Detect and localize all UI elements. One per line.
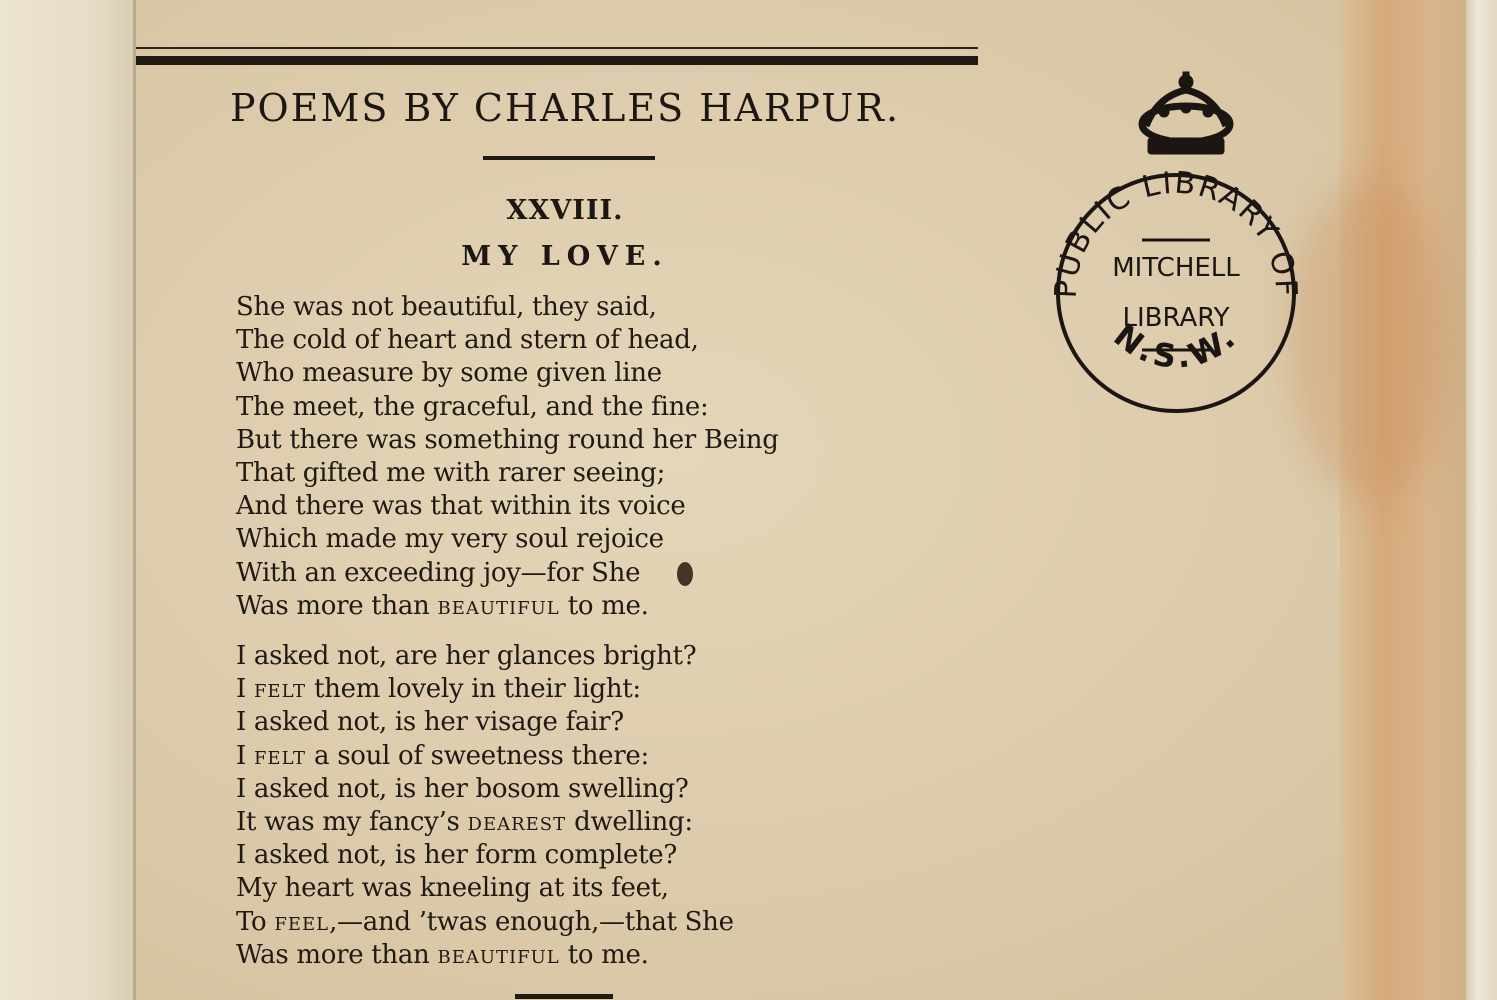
line-text: The cold of heart and stern of head,: [236, 325, 699, 356]
line-text: Was more than: [236, 590, 438, 621]
emphasis-word: feel: [274, 906, 330, 937]
poem-line: [236, 706, 936, 739]
line-text: And there was that within its voice: [236, 491, 686, 522]
poem-line: [236, 590, 936, 623]
poem-line: [236, 490, 936, 523]
crown-icon: [1142, 72, 1230, 154]
line-text: Was more than: [236, 939, 438, 970]
poem-number: XXVIII.: [506, 195, 624, 226]
poem-line: [236, 773, 936, 806]
line-text: I: [236, 740, 254, 771]
poem-line: [236, 424, 936, 457]
stanza-2: [236, 640, 936, 972]
water-stain: [1340, 0, 1466, 1000]
line-text: She was not beautiful, they said,: [236, 292, 657, 322]
poem-line: [236, 806, 936, 839]
poem-line: [236, 391, 936, 424]
line-text: to me.: [559, 939, 649, 970]
stamp-library: LIBRARY: [1122, 303, 1230, 333]
top-rule-thick: [136, 56, 978, 65]
line-text: ,—and ’twas enough,—that She: [329, 906, 734, 937]
line-text: To: [236, 906, 275, 937]
line-text: But there was something round her Being: [236, 424, 779, 455]
poem-line: [236, 557, 936, 590]
poem-line: [236, 291, 936, 324]
line-text: That gifted me with rarer seeing;: [236, 458, 666, 489]
poem-line: [236, 740, 936, 773]
poem-line: [236, 324, 936, 357]
page-edge: [1466, 0, 1497, 1000]
emphasis-word: dearest: [467, 807, 567, 838]
line-text: My heart was kneeling at its feet,: [236, 873, 669, 904]
emphasis-word: beautiful: [437, 590, 560, 621]
line-text: I asked not, are her glances bright?: [236, 641, 697, 671]
line-text: Who measure by some given line: [236, 358, 662, 389]
stamp-mitchell: MITCHELL: [1112, 253, 1240, 283]
poem-line: [236, 939, 936, 972]
line-text: I asked not, is her form complete?: [236, 840, 677, 871]
poem-title: MY LOVE.: [461, 241, 669, 272]
stanza-1: [236, 291, 936, 623]
title-divider: [483, 156, 655, 160]
poem-line: [236, 839, 936, 872]
line-text: a soul of sweetness there:: [306, 740, 649, 771]
ink-blot: [677, 562, 693, 586]
poem-line: [236, 906, 936, 939]
line-text: I asked not, is her visage fair?: [236, 707, 624, 738]
line-text: It was my fancy’s: [236, 807, 468, 838]
emphasis-word: beautiful: [437, 939, 560, 970]
line-text: them lovely in their light:: [306, 674, 641, 705]
poem-line: [236, 457, 936, 490]
line-text: I asked not, is her bosom swelling?: [236, 773, 689, 804]
page-title: POEMS BY CHARLES HARPUR.: [229, 86, 901, 130]
emphasis-word: felt: [253, 674, 307, 705]
top-rule-thin: [136, 47, 978, 49]
emphasis-word: felt: [253, 740, 307, 771]
library-stamp: [1046, 68, 1306, 418]
poem-line: [236, 523, 936, 556]
poem-line: [236, 357, 936, 390]
poem-line: [236, 872, 936, 905]
stamp-bottom-text: N.S.W.: [1106, 316, 1246, 377]
stamp-top-text: PUBLIC LIBRARY OF: [1048, 165, 1304, 300]
line-text: I: [236, 674, 254, 705]
poem-line: [236, 640, 936, 673]
line-text: to me.: [559, 590, 649, 621]
bottom-divider: [515, 994, 613, 999]
line-text: With an exceeding joy—for She: [236, 557, 641, 588]
facing-page-margin: [0, 0, 135, 1000]
line-text: Which made my very soul rejoice: [236, 524, 664, 555]
line-text: The meet, the graceful, and the fine:: [236, 391, 709, 422]
stain-blot: [1290, 180, 1450, 500]
poem-line: [236, 673, 936, 706]
line-text: dwelling:: [566, 807, 693, 838]
